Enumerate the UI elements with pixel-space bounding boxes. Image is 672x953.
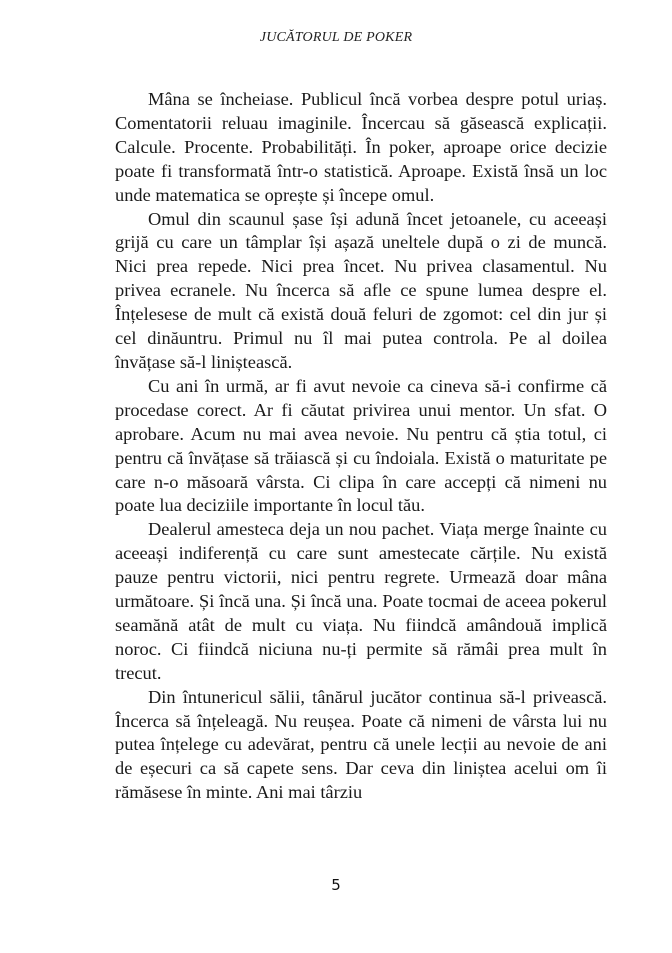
running-header-title: JUCĂTORUL DE POKER xyxy=(259,30,413,45)
page-number: 5 xyxy=(331,876,341,894)
paragraph: Omul din scaunul șase își adună încet jetoanele, cu aceeași grijă cu care un tâmplar își așază uneltele după o zi de muncă. Nici prea repede. Nici prea încet. Nu privea clasamentul. Nu privea ecranele. Nu încerca să afle ce spune lumea despre el. Înțelesese de mult că există două feluri de zgomot: cel din jur și cel dinăuntru. Primul nu îl mai putea controla. Pe al doilea învățase să-l liniștească. xyxy=(115,208,607,372)
paragraph: Dealerul amesteca deja un nou pachet. Viața merge înainte cu aceeași indiferență cu care sunt amestecate cărțile. Nu există pauze pentru victorii, nici pentru regrete. Urmează doar mâna următoare. Și încă una. Și încă una. Poate tocmai de aceea pokerul seamănă atât de mult cu viața. Nu fiindcă amândouă implică noroc. Ci fiindcă niciuna nu-ți permite să rămâi prea mult în trecut. xyxy=(115,519,607,683)
paragraph: Din întunericul sălii, tânărul jucător continua să-l privească. Încerca să înțeleagă. Nu reușea. Poate că nimeni de vârsta lui nu putea înțelege cu adevărat, pentru că unele lecții au nevoie de ani de eșecuri ca să capete sens. Dar ceva din liniștea acelui om îi rămăsese în minte. Ani mai târziu xyxy=(115,686,607,803)
paragraph: Cu ani în urmă, ar fi avut nevoie ca cineva să-i confirme că procedase corect. Ar fi căutat privirea unui mentor. Un sfat. O aprobare. Acum nu mai avea nevoie. Nu pentru că știa totul, ci pentru că învățase să trăiască și cu îndoiala. Există o maturitate pe care n-o măsoară vârsta. Ci clipa în care accepți că nimeni nu poate lua deciziile importante în locul tău. xyxy=(115,375,607,516)
paragraph: Mâna se încheiase. Publicul încă vorbea despre potul uriaș. Comentatorii reluau imaginile. Încercau să găsească explicații. Calcule. Procente. Probabilități. În poker, aproape orice decizie poate fi transformată într-o statistică. Aproape. Există însă un loc unde matematica se oprește și începe omul. xyxy=(115,89,607,205)
body-text xyxy=(115,88,607,805)
